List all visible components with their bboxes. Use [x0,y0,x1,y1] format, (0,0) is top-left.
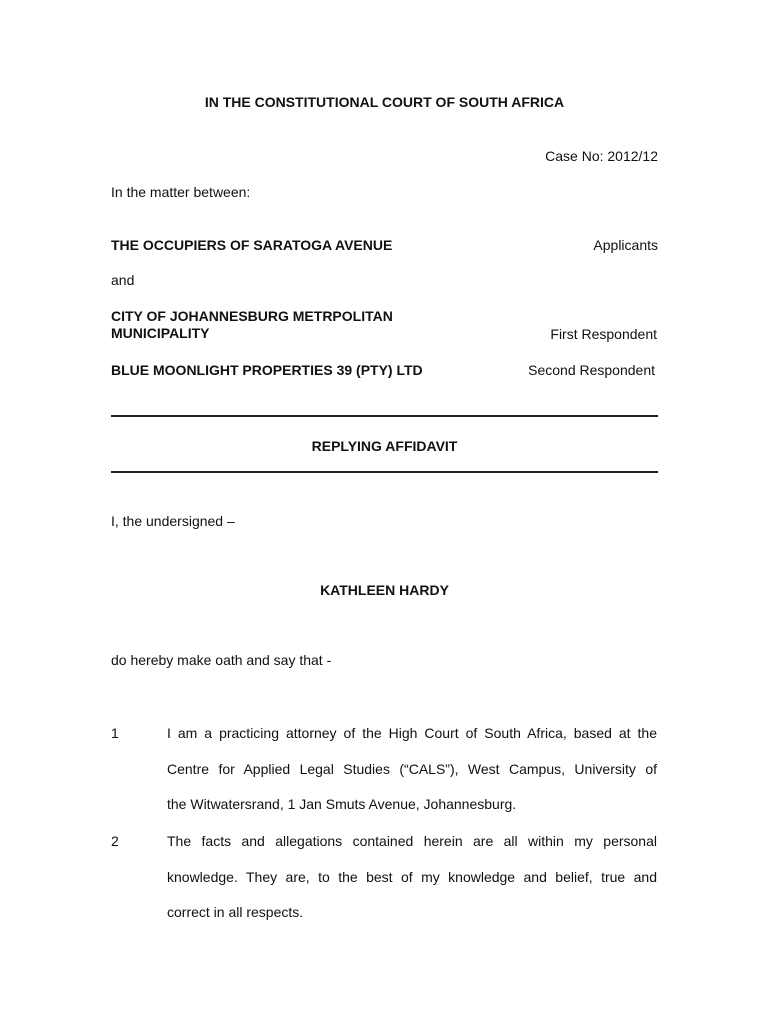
first-respondent-name-line1: CITY OF JOHANNESBURG METRPOLITAN [111,308,393,324]
applicant-name: THE OCCUPIERS OF SARATOGA AVENUE [111,237,393,253]
title-bottom-rule [111,471,658,473]
paragraph-line: knowledge. They are, to the best of my knowledge and belief, true and [167,869,657,885]
first-respondent-role: First Respondent [550,326,657,342]
case-number: Case No: 2012/12 [545,148,658,164]
second-respondent-role: Second Respondent [528,362,655,378]
first-respondent-name-line2: MUNICIPALITY [111,325,210,341]
paragraph-line: correct in all respects. [167,904,304,920]
paragraph-line: Centre for Applied Legal Studies (“CALS”), West Campus, University of [167,761,657,777]
paragraph-line: I am a practicing attorney of the High Court of South Africa, based at the [167,725,657,741]
deponent-name: KATHLEEN HARDY [320,582,449,598]
title-top-rule [111,415,658,417]
applicant-role: Applicants [593,237,658,253]
court-heading: IN THE CONSTITUTIONAL COURT OF SOUTH AFRICA [204,94,565,110]
paragraph-line: The facts and allegations contained herein are all within my personal [167,833,657,849]
paragraph-number: 2 [111,833,119,849]
document-title: REPLYING AFFIDAVIT [311,438,458,454]
undersigned-intro: I, the undersigned – [111,513,235,529]
second-respondent-name: BLUE MOONLIGHT PROPERTIES 39 (PTY) LTD [111,362,423,378]
paragraph-number: 1 [111,725,119,741]
paragraph-line: the Witwatersrand, 1 Jan Smuts Avenue, Johannesburg. [167,796,517,812]
party-conjunction: and [111,272,135,288]
oath-statement: do hereby make oath and say that - [111,652,332,668]
matter-intro: In the matter between: [111,184,251,200]
